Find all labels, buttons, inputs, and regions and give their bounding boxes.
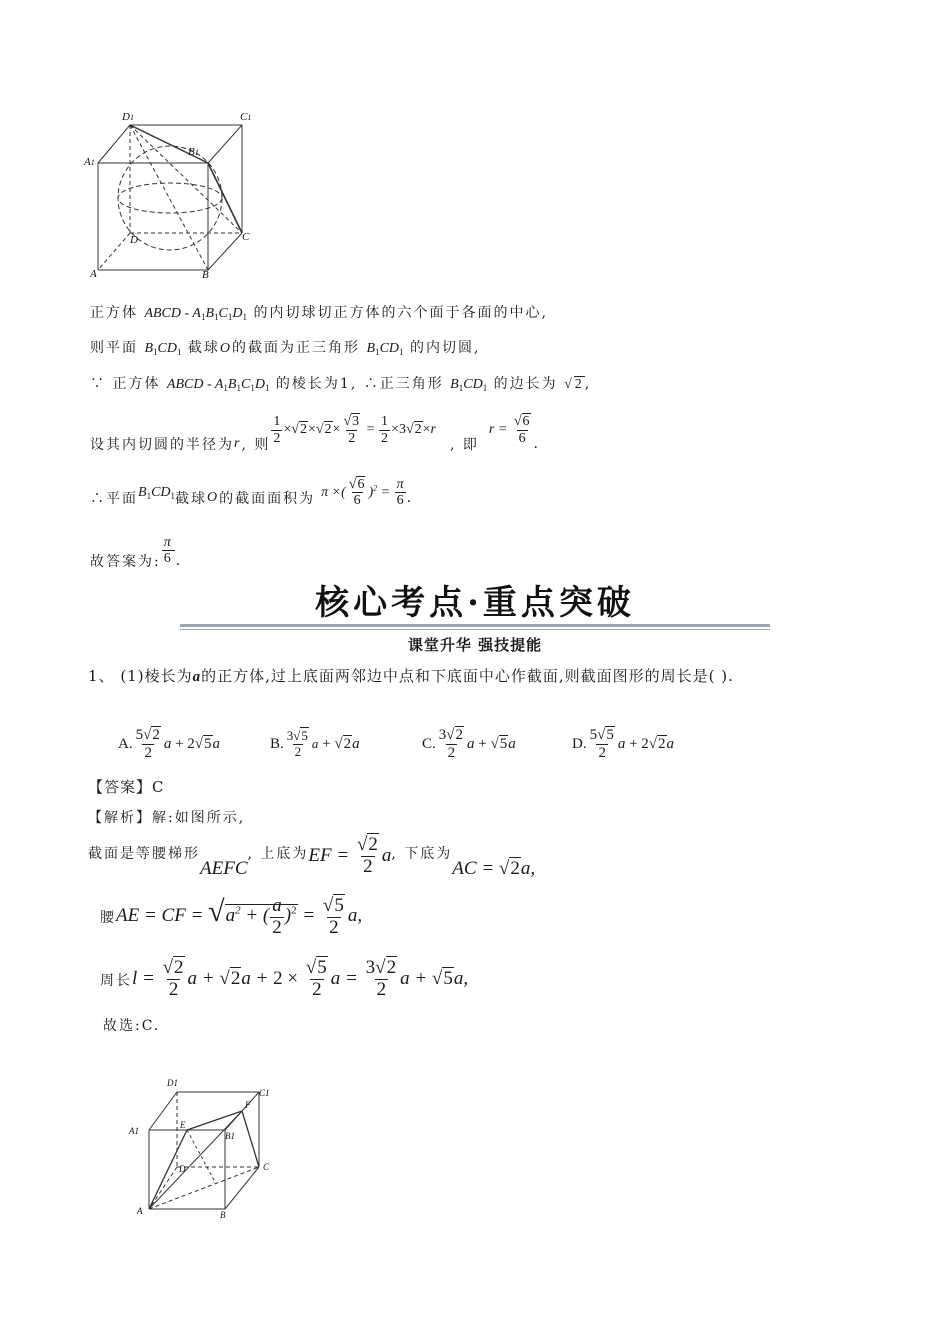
- label2-A: A: [137, 1206, 143, 1216]
- solution-line-2: 则平面 $B_1CD_1$ 截球O的截面为正三角形 $B_1CD_1$ 的内切圆,: [90, 340, 481, 357]
- label-D: D: [130, 234, 138, 246]
- label2-A1: A1: [129, 1126, 139, 1136]
- option-a[interactable]: A. $\frac{5√2}{2}$ a + 2 √ 5 a: [118, 727, 221, 761]
- banner-title: 核心考点·重点突破: [315, 583, 635, 623]
- label-B: B: [202, 269, 209, 281]
- label2-B1: B1: [225, 1131, 235, 1141]
- solution-line-4: 设其内切圆的半径为 r , 则 $\frac{1}{2}$ ×√2×√2× $\frac{√3}{2}$ = $\frac{1}{2}$ ×3√2×r , 即 r = $\frac{√6}{6}$ .: [90, 414, 540, 453]
- question-1: 1、 (1)棱长为a的正方体,过上底面两邻边中点和下底面中心作截面,则截面图形的周长是( ).: [88, 667, 734, 685]
- label2-D1: D1: [167, 1078, 178, 1088]
- solution-line-6: 故答案为: $\frac{\pi}{6}$ .: [90, 534, 183, 570]
- solution-line-5: ∴平面 $B_1CD_1$ 截球 O 的截面面积为 π ×( $\frac{√6}{6}$ )$^2$ = $\frac{\pi}{6}$ .: [90, 476, 414, 508]
- cube-section-figure: [125, 1072, 285, 1222]
- label2-F: F: [245, 1100, 251, 1110]
- label2-C: C: [263, 1162, 270, 1172]
- label2-D: D: [179, 1164, 186, 1174]
- analysis-choose: 故选:C.: [103, 1018, 161, 1034]
- label-D1: D1: [122, 111, 134, 123]
- label-B1: B1: [188, 146, 199, 158]
- banner-subtitle: 课堂升华 强技提能: [407, 636, 543, 654]
- section-banner: [180, 582, 770, 652]
- banner-divider: [180, 624, 770, 630]
- analysis-line-3: 周长 l = $\frac{√2}{2}$ a + √2a + 2 × $\frac{√5}{2}$ a = $\frac{3√2}{2}$ a + √5a,: [100, 957, 469, 1000]
- label-C1: C1: [240, 111, 252, 123]
- analysis-line-1: 截面是等腰梯形 AEFC , 上底为 EF = $\frac{√2}{2}$ a , 下底为 AC = √2a,: [88, 833, 536, 879]
- solution-line-1: 正方体 ABCD - $A_1B_1C_1D_1$ 的内切球切正方体的六个面于各面的中心,: [90, 305, 548, 322]
- options-row: [118, 722, 818, 766]
- label-A: A: [90, 268, 97, 280]
- option-c[interactable]: C. $\frac{3√2}{2}$ a + √ 5 a: [422, 727, 516, 761]
- label-A1: A1: [84, 156, 95, 168]
- solution-line-3: ∵ 正方体 ABCD - $A_1B_1C_1D_1$ 的棱长为1, ∴正三角形 $B_1CD_1$ 的边长为 √2,: [90, 376, 592, 393]
- cube-sphere-figure: [80, 105, 270, 285]
- label2-E: E: [180, 1120, 186, 1130]
- option-d[interactable]: D. $\frac{5√5}{2}$ a + 2 √ 2 a: [572, 727, 675, 761]
- label2-B: B: [220, 1210, 226, 1220]
- analysis-line-2: 腰 AE = CF = $√a^2$ + ( $\frac{a}{2}$ )$^2$ = $\frac{√5}{2}$ a,: [100, 894, 363, 938]
- analysis-label: 【解析】解:如图所示,: [88, 810, 246, 826]
- label-C: C: [242, 231, 250, 243]
- label2-C1: C1: [259, 1088, 270, 1098]
- answer-label: 【答案】C: [88, 778, 165, 796]
- option-b[interactable]: B. $\frac{3√5}{2}$ a + √ 2 a: [270, 728, 360, 759]
